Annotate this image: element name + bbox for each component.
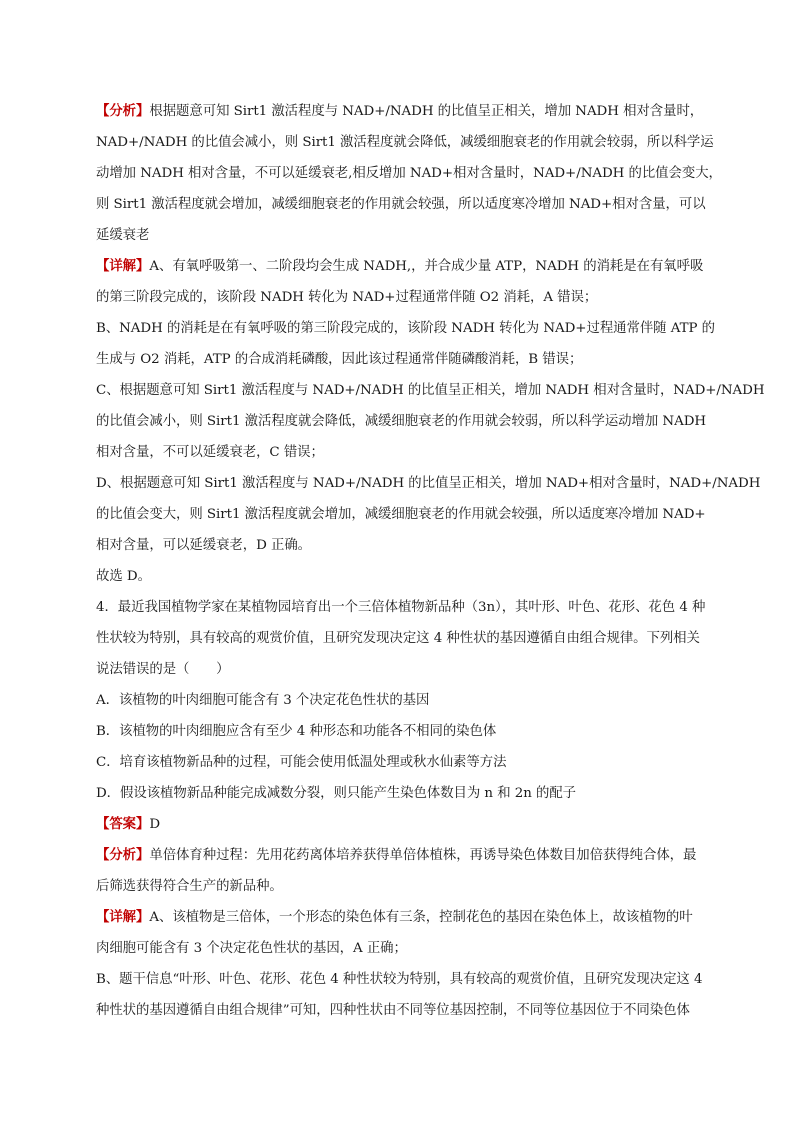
option-a: A．该植物的叶肉细胞可能含有 3 个决定花色性状的基因: [96, 693, 430, 708]
analysis-tag: 【分析】: [96, 847, 150, 863]
text-line: 相对含量，可以延缓衰老，D 正确。: [96, 538, 312, 553]
question-4: [96, 592, 706, 809]
answer-tag: 【答案】: [96, 816, 150, 832]
document-page: [96, 96, 765, 1026]
answer-section: [96, 809, 706, 840]
explanation-section: [96, 251, 765, 592]
text-line: 【分析】根据题意可知 Sirt1 激活程度与 NAD+/NADH 的比值呈正相关，增加 NADH 相对含量时，: [96, 103, 704, 119]
text-line: 则 Sirt1 激活程度就会增加，减缓细胞衰老的作用就会较强，所以适度寒冷增加 NAD+相对含量，可以: [96, 197, 706, 212]
explanation-tag: 【详解】: [96, 258, 150, 274]
text-line: 相对含量，不可以延缓衰老，C 错误；: [96, 445, 324, 460]
text-line: C、根据题意可知 Sirt1 激活程度与 NAD+/NADH 的比值呈正相关，增加 NADH 相对含量时，NAD+/NADH: [96, 383, 765, 398]
text-line: NAD+/NADH 的比值会减小，则 Sirt1 激活程度就会降低，减缓细胞衰老的作用就会较弱，所以科学运: [96, 135, 714, 150]
text-line: 【详解】A、有氧呼吸第一、二阶段均会生成 NADH,，并合成少量 ATP，NADH 的消耗是在有氧呼吸: [96, 258, 704, 274]
text-line: 后筛选获得符合生产的新品种。: [96, 879, 283, 894]
text-line: 的比值会变大，则 Sirt1 激活程度就会增加，减缓细胞衰老的作用就会较强，所以适度寒冷增加 NAD+: [96, 507, 706, 522]
text-line: 肉细胞可能含有 3 个决定花色性状的基因，A 正确；: [96, 941, 407, 956]
analysis-section: [96, 96, 722, 251]
question-stem-line: 说法错误的是（ ）: [96, 662, 230, 677]
explanation-tag: 【详解】: [96, 909, 150, 925]
analysis-section-2: [96, 840, 706, 902]
answer-value: D: [149, 817, 161, 832]
text-line: 的第三阶段完成的，该阶段 NADH 转化为 NAD+过程通常伴随 O2 消耗，A 错误；: [96, 290, 598, 305]
text-line: B、NADH 的消耗是在有氧呼吸的第三阶段完成的，该阶段 NADH 转化为 NAD+过程通常伴随 ATP 的: [96, 321, 716, 336]
question-stem-line: 性状较为特别，具有较高的观赏价值，且研究发现决定这 4 种性状的基因遵循自由组合规律。下列相关: [96, 631, 700, 646]
text-line: B、题干信息“叶形、叶色、花形、花色 4 种性状较为特别，具有较高的观赏价值，且研究发现决定这 4: [96, 972, 703, 987]
text-line: [96, 809, 706, 840]
text-line: 【详解】A、该植物是三倍体，一个形态的染色体有三条，控制花色的基因在染色体上，故该植物的叶: [96, 909, 693, 925]
option-d: D．假设该植物新品种能完成减数分裂，则只能产生染色体数目为 n 和 2n 的配子: [96, 786, 577, 801]
text-line: 生成与 O2 消耗，ATP 的合成消耗磷酸，因此该过程通常伴随磷酸消耗，B 错误；: [96, 352, 583, 367]
option-b: B．该植物的叶肉细胞应含有至少 4 种形态和功能各不相同的染色体: [96, 724, 497, 739]
text-line: 的比值会减小，则 Sirt1 激活程度就会降低，减缓细胞衰老的作用就会较弱，所以科学运动增加 NADH: [96, 414, 707, 429]
explanation-section-2: [96, 902, 706, 1026]
question-stem-line: 4．最近我国植物学家在某植物园培育出一个三倍体植物新品种（3n），其叶形、叶色、花形、花色 4 种: [96, 600, 706, 615]
text-line: 【分析】单倍体育种过程：先用花药离体培养获得单倍体植株，再诱导染色体数目加倍获得纯合体，最: [96, 847, 697, 863]
text-line: 种性状的基因遵循自由组合规律”可知，四种性状由不同等位基因控制，不同等位基因位于不同染色体: [96, 1003, 690, 1018]
text-line: 故选 D。: [96, 569, 151, 584]
option-c: C．培育该植物新品种的过程，可能会使用低温处理或秋水仙素等方法: [96, 755, 507, 770]
text-line: 延缓衰老: [96, 228, 150, 243]
text-line: 动增加 NADH 相对含量，不可以延缓衰老,相反增加 NAD+相对含量时，NAD+/NADH 的比值会变大，: [96, 166, 722, 181]
text-line: D、根据题意可知 Sirt1 激活程度与 NAD+/NADH 的比值呈正相关，增加 NAD+相对含量时，NAD+/NADH: [96, 476, 761, 491]
analysis-tag: 【分析】: [96, 103, 150, 119]
